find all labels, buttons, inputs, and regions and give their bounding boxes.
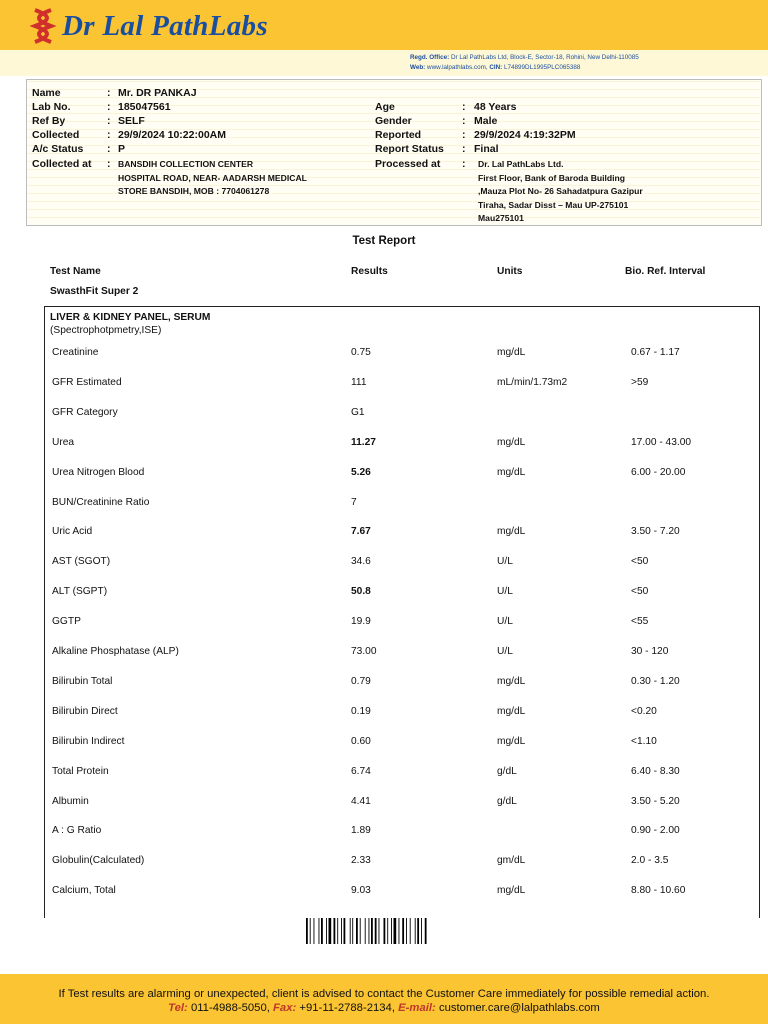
test-ref-interval: 2.0 - 3.5 xyxy=(631,855,669,867)
test-result: 11.27 xyxy=(351,436,376,448)
col-test-name: Test Name xyxy=(50,266,101,277)
test-name: Calcium, Total xyxy=(52,885,116,897)
test-name: Albumin xyxy=(52,795,89,807)
test-unit: U/L xyxy=(497,616,513,628)
report-status-label: Report Status xyxy=(375,143,444,155)
test-unit: U/L xyxy=(497,556,513,568)
test-result: 19.9 xyxy=(351,616,371,628)
barcode-icon xyxy=(306,918,468,944)
age-label: Age xyxy=(375,101,395,113)
test-ref-interval: <50 xyxy=(631,556,649,568)
table-row xyxy=(0,736,768,750)
test-ref-interval: <50 xyxy=(631,586,649,598)
test-result: G1 xyxy=(351,406,365,418)
test-name: ALT (SGPT) xyxy=(52,586,108,598)
collected-label: Collected xyxy=(32,129,80,141)
table-row xyxy=(0,766,768,780)
table-row xyxy=(0,855,768,869)
patient-name-label: Name xyxy=(32,87,61,99)
table-row xyxy=(0,437,768,451)
test-result: 0.19 xyxy=(351,705,371,717)
footer-notice: If Test results are alarming or unexpected, client is advised to contact the Customer Care immediately for possible remedial action. xyxy=(58,988,710,1000)
package-name: SwasthFit Super 2 xyxy=(50,286,139,297)
test-result: 0.79 xyxy=(351,675,371,687)
collected-at-address: BANSDIH COLLECTION CENTER HOSPITAL ROAD, NEAR- AADARSH MEDICAL STORE BANSDIH, MOB : 7704061278 xyxy=(118,159,307,196)
test-unit: gm/dL xyxy=(497,855,526,867)
reported-time: 29/9/2024 4:19:32PM xyxy=(474,129,576,141)
col-units: Units xyxy=(497,266,523,277)
test-ref-interval: 0.30 - 1.20 xyxy=(631,675,680,687)
panel-method: (Spectrophotpmetry,ISE) xyxy=(50,325,162,336)
table-row xyxy=(0,347,768,361)
test-name: Globulin(Calculated) xyxy=(52,855,145,867)
table-row xyxy=(0,646,768,660)
test-result: 9.03 xyxy=(351,885,371,897)
brand-name: Dr Lal PathLabs xyxy=(62,9,268,42)
test-unit: mg/dL xyxy=(497,675,526,687)
test-unit: U/L xyxy=(497,646,513,657)
lab-no: 185047561 xyxy=(118,101,171,113)
table-row xyxy=(0,825,768,839)
test-ref-interval: 17.00 - 43.00 xyxy=(631,436,692,448)
report-status: Final xyxy=(474,143,499,155)
test-result: 1.89 xyxy=(351,825,371,837)
test-unit: mg/dL xyxy=(497,885,526,897)
test-result: 111 xyxy=(351,376,367,388)
test-name: Bilirubin Indirect xyxy=(52,735,125,747)
ac-status-label: A/c Status xyxy=(32,143,84,155)
table-row xyxy=(0,467,768,481)
test-result: 7 xyxy=(351,496,357,508)
footer-bar xyxy=(0,974,768,1024)
test-ref-interval: 30 - 120 xyxy=(631,646,669,657)
dna-helix-icon xyxy=(30,8,56,44)
test-result: 5.26 xyxy=(351,466,371,478)
test-unit: mg/dL xyxy=(497,466,526,478)
test-ref-interval: 6.00 - 20.00 xyxy=(631,466,686,478)
table-row xyxy=(0,586,768,600)
table-row xyxy=(0,796,768,810)
registered-office: Regd. Office: Dr Lal PathLabs Ltd, Block-E, Sector-18, Rohini, New Delhi-110085 Web: www.lalpathlabs.com, CIN: L74899DL1995PLC065388 xyxy=(410,54,639,71)
test-result: 6.74 xyxy=(351,765,371,777)
report-title: Test Report xyxy=(352,235,416,247)
ac-status: P xyxy=(118,143,126,155)
ref-by-label: Ref By xyxy=(32,115,66,127)
test-unit: g/dL xyxy=(497,765,517,777)
test-name: Bilirubin Direct xyxy=(52,705,118,717)
test-unit: mg/dL xyxy=(497,526,526,538)
test-ref-interval: <1.10 xyxy=(631,735,657,747)
test-result: 0.75 xyxy=(351,347,371,358)
col-results: Results xyxy=(351,266,388,277)
test-ref-interval: 3.50 - 7.20 xyxy=(631,526,680,538)
test-ref-interval: <55 xyxy=(631,616,649,628)
table-row xyxy=(0,407,768,421)
test-ref-interval: 0.67 - 1.17 xyxy=(631,347,680,358)
collected-at-label: Collected at xyxy=(32,158,92,170)
test-name: Bilirubin Total xyxy=(52,675,113,687)
table-row xyxy=(0,676,768,690)
brand-logo xyxy=(30,8,268,44)
test-name: BUN/Creatinine Ratio xyxy=(52,496,150,508)
test-unit: U/L xyxy=(497,586,513,598)
gender: Male xyxy=(474,115,498,127)
processed-at-address: Dr. Lal PathLabs Ltd. First Floor, Bank of Baroda Building ,Mauza Plot No- 26 Sahadatpura Gazipur Tiraha, Sadar Disst – Mau UP-275101 Mau275101 xyxy=(478,159,643,223)
collected-time: 29/9/2024 10:22:00AM xyxy=(118,129,226,141)
test-name: Urea Nitrogen Blood xyxy=(52,466,145,478)
test-ref-interval: 3.50 - 5.20 xyxy=(631,795,680,807)
table-row xyxy=(0,377,768,391)
test-name: Alkaline Phosphatase (ALP) xyxy=(52,646,179,657)
test-name: Total Protein xyxy=(52,765,109,777)
test-ref-interval: 8.80 - 10.60 xyxy=(631,885,686,897)
test-result: 7.67 xyxy=(351,526,371,538)
test-ref-interval: >59 xyxy=(631,376,649,388)
test-result: 50.8 xyxy=(351,586,371,598)
test-ref-interval: <0.20 xyxy=(631,705,657,717)
lab-no-label: Lab No. xyxy=(32,101,71,113)
test-name: Urea xyxy=(52,436,75,448)
table-row xyxy=(0,616,768,630)
test-unit: mg/dL xyxy=(497,735,526,747)
test-ref-interval: 6.40 - 8.30 xyxy=(631,765,680,777)
test-unit: mg/dL xyxy=(497,705,526,717)
test-name: AST (SGOT) xyxy=(52,556,111,568)
test-unit: mL/min/1.73m2 xyxy=(497,376,568,388)
table-row xyxy=(0,556,768,570)
test-unit: g/dL xyxy=(497,795,517,807)
test-name: GGTP xyxy=(52,616,81,628)
table-row xyxy=(0,526,768,540)
table-row xyxy=(0,885,768,899)
subheader-strip xyxy=(0,50,768,76)
test-unit: mg/dL xyxy=(497,436,526,448)
test-name: A : G Ratio xyxy=(52,825,102,837)
col-ref-interval: Bio. Ref. Interval xyxy=(625,266,706,277)
processed-at-label: Processed at xyxy=(375,158,441,170)
test-ref-interval: 0.90 - 2.00 xyxy=(631,825,680,837)
test-unit: mg/dL xyxy=(497,347,526,358)
test-result: 0.60 xyxy=(351,735,371,747)
test-result: 73.00 xyxy=(351,646,377,657)
table-row xyxy=(0,497,768,511)
test-name: Creatinine xyxy=(52,347,99,358)
footer-contacts: Tel: 011-4988-5050, Fax: +91-11-2788-2134, E-mail: customer.care@lalpathlabs.com xyxy=(168,1002,600,1014)
panel-title: LIVER & KIDNEY PANEL, SERUM xyxy=(50,312,211,323)
test-name: GFR Category xyxy=(52,406,118,418)
test-result: 2.33 xyxy=(351,855,371,867)
patient-name: Mr. DR PANKAJ xyxy=(118,87,197,99)
table-row xyxy=(0,706,768,720)
gender-label: Gender xyxy=(375,115,412,127)
test-result: 4.41 xyxy=(351,795,371,807)
reported-label: Reported xyxy=(375,129,422,141)
age: 48 Years xyxy=(474,101,517,113)
ref-by: SELF xyxy=(118,115,145,127)
test-name: Uric Acid xyxy=(52,526,93,538)
test-name: GFR Estimated xyxy=(52,376,122,388)
test-result: 34.6 xyxy=(351,556,371,568)
header-bar xyxy=(0,0,768,50)
